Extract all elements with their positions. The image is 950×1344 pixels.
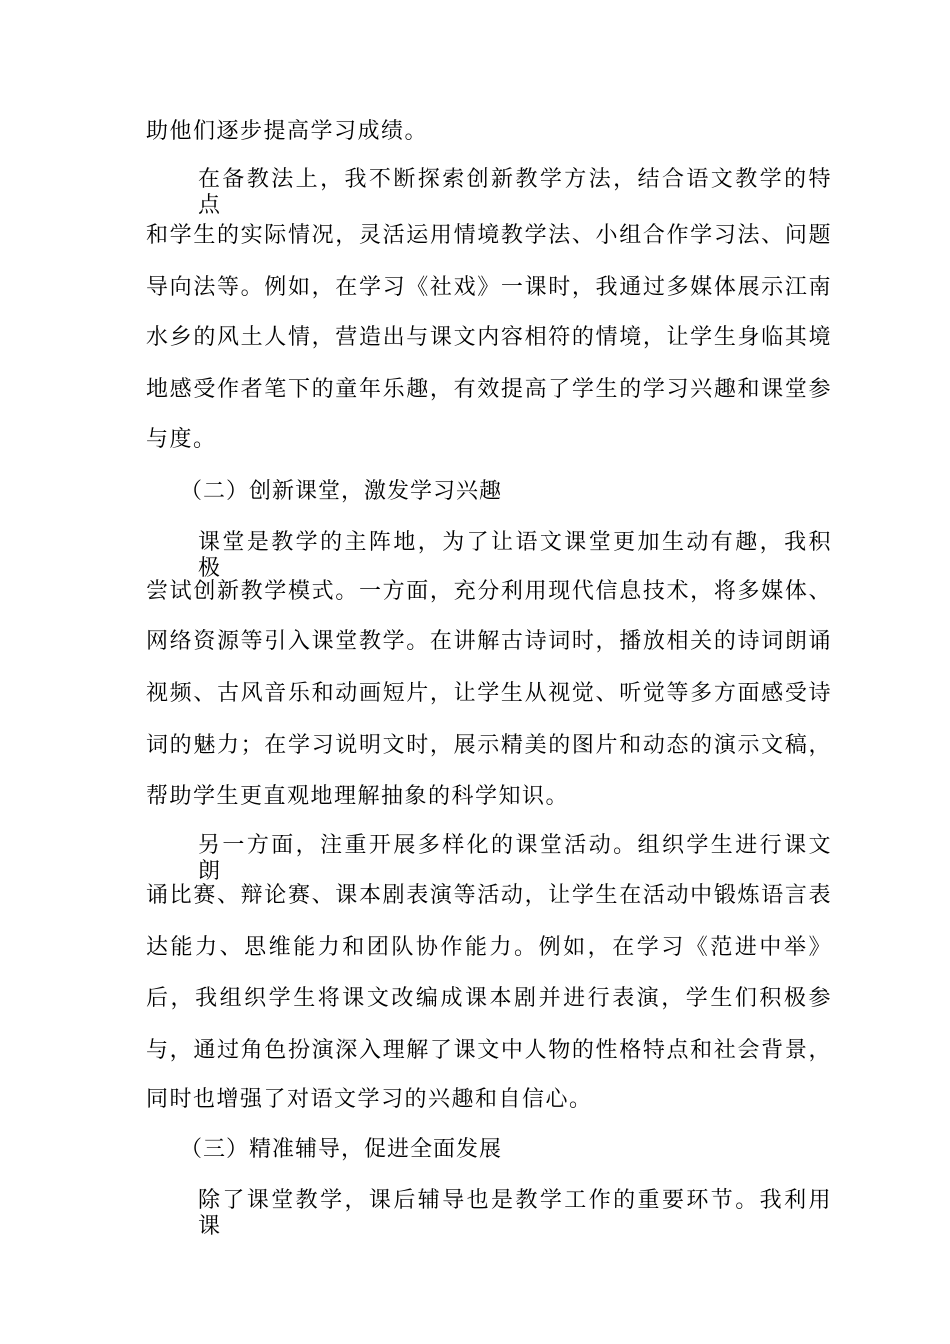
paragraph-line: 助他们逐步提高学习成绩。 <box>146 119 429 144</box>
paragraph-line: 达能力、思维能力和团队协作能力。例如，在学习《范进中举》 <box>146 935 832 960</box>
paragraph-line: 与度。 <box>146 427 217 452</box>
paragraph-line: 和学生的实际情况，灵活运用情境教学法、小组合作学习法、问题 <box>146 223 832 248</box>
paragraph-line: 网络资源等引入课堂教学。在讲解古诗词时，播放相关的诗词朗诵 <box>146 629 832 654</box>
paragraph-line: 另一方面，注重开展多样化的课堂活动。组织学生进行课文朗 <box>198 833 832 884</box>
paragraph-line: 词的魅力；在学习说明文时，展示精美的图片和动态的演示文稿， <box>146 733 832 758</box>
section-heading: （二）创新课堂，激发学习兴趣 <box>180 479 503 504</box>
paragraph-line: 与，通过角色扮演深入理解了课文中人物的性格特点和社会背景， <box>146 1038 832 1063</box>
paragraph-line: 诵比赛、辩论赛、课本剧表演等活动，让学生在活动中锻炼语言表 <box>146 883 832 908</box>
paragraph-line: 在备教法上，我不断探索创新教学方法，结合语文教学的特点 <box>198 167 832 218</box>
paragraph-line: 导向法等。例如，在学习《社戏》一课时，我通过多媒体展示江南 <box>146 275 832 300</box>
paragraph-line: 课堂是教学的主阵地，为了让语文课堂更加生动有趣，我积极 <box>198 530 832 581</box>
section-heading: （三）精准辅导，促进全面发展 <box>180 1137 503 1162</box>
paragraph-line: 后，我组织学生将课文改编成课本剧并进行表演，学生们积极参 <box>146 986 832 1011</box>
paragraph-line: 帮助学生更直观地理解抽象的科学知识。 <box>146 784 570 809</box>
paragraph-line: 视频、古风音乐和动画短片，让学生从视觉、听觉等多方面感受诗 <box>146 681 832 706</box>
paragraph-line: 水乡的风土人情，营造出与课文内容相符的情境，让学生身临其境 <box>146 325 832 350</box>
paragraph-line: 尝试创新教学模式。一方面，充分利用现代信息技术，将多媒体、 <box>146 579 832 604</box>
paragraph-line: 地感受作者笔下的童年乐趣，有效提高了学生的学习兴趣和课堂参 <box>146 377 832 402</box>
paragraph-line: 同时也增强了对语文学习的兴趣和自信心。 <box>146 1087 593 1112</box>
paragraph-line: 除了课堂教学，课后辅导也是教学工作的重要环节。我利用课 <box>198 1188 832 1239</box>
